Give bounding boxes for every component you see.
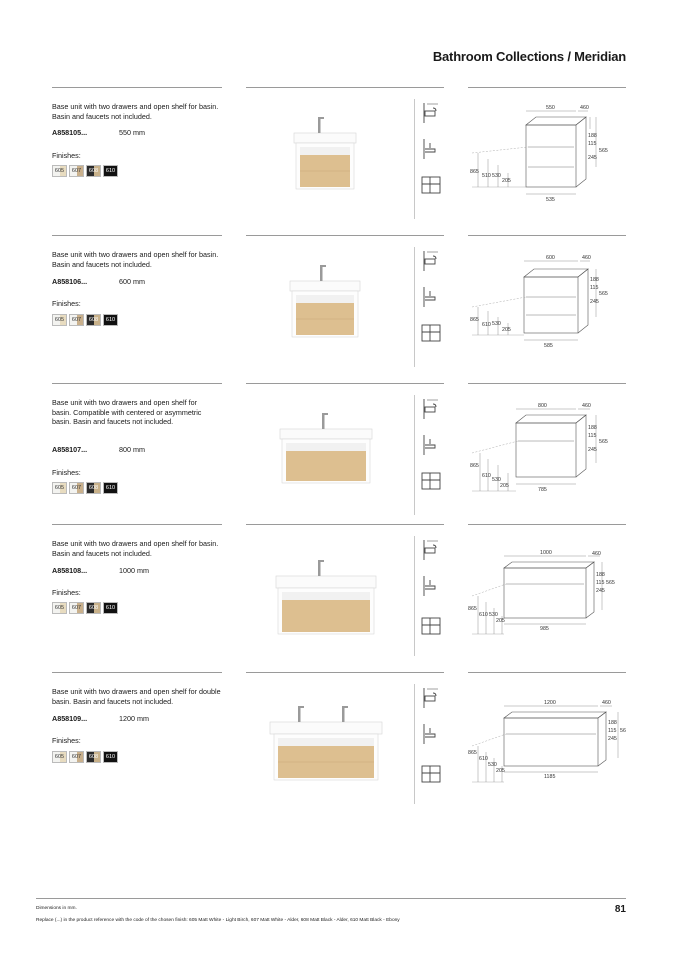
dim-245: 245 (590, 299, 599, 305)
product-photo (246, 247, 406, 365)
installation-icons (414, 536, 445, 656)
dim-width-bottom: 1185 (544, 774, 556, 780)
product-photo (246, 99, 406, 217)
dim-width-bottom: 985 (540, 626, 549, 632)
product-photo (246, 684, 406, 802)
product-reference-row (52, 566, 149, 575)
divider (52, 524, 222, 525)
basin-side-icon (419, 433, 443, 457)
dim-865: 865 (470, 463, 479, 469)
finish-swatch: 610 (103, 751, 118, 763)
product-size: 550 mm (119, 128, 145, 137)
drawer-layout-icon (419, 762, 443, 786)
footer-note-finishes: Replace (...) in the product reference with the code of the chosen finish: 605 Matt White - Light Birch, 607 Matt White - Alder, 608 Matt Black - Alder, 610 Matt Black - Ebony (36, 918, 400, 923)
product-reference-row (52, 277, 145, 286)
finish-swatch: 610 (103, 482, 118, 494)
finish-swatch: 605 (52, 482, 67, 494)
product-reference-row (52, 445, 145, 454)
dim-width-top: 550 (546, 105, 555, 111)
divider (246, 383, 444, 384)
finish-swatch: 608 (86, 602, 101, 614)
finish-swatch: 608 (86, 314, 101, 326)
divider (52, 672, 222, 673)
product-description: Base unit with two drawers and open shelf for basin. Basin and faucets not included. (52, 102, 219, 121)
product-reference: A858109... (52, 714, 88, 723)
dim-245: 245 (588, 447, 597, 453)
divider (52, 87, 222, 88)
dim-width-bottom: 785 (538, 487, 547, 493)
wall-mount-icon (419, 538, 443, 562)
basin-side-icon (419, 137, 443, 161)
dim-610: 610 (479, 756, 488, 762)
dim-530: 530 (492, 477, 501, 483)
product-block (52, 383, 626, 523)
dim-865: 865 (470, 317, 479, 323)
dim-245: 245 (596, 588, 605, 594)
product-reference-row (52, 128, 145, 137)
finish-swatch: 607 (69, 482, 84, 494)
technical-drawing (468, 393, 626, 518)
finish-swatches (52, 314, 118, 326)
dim-188: 188 (596, 572, 605, 578)
dim-865: 865 (468, 750, 477, 756)
divider (468, 524, 626, 525)
dim-depth: 460 (592, 551, 601, 557)
product-block (52, 87, 626, 227)
divider (468, 672, 626, 673)
page-number: 81 (614, 904, 626, 915)
product-reference-row (52, 714, 149, 723)
product-description: Base unit with two drawers and open shelf for basin. Basin and faucets not included. (52, 250, 219, 269)
dim-width-top: 800 (538, 403, 547, 409)
product-reference: A858108... (52, 566, 88, 575)
dim-depth: 460 (580, 105, 589, 111)
dim-530: 530 (492, 321, 501, 327)
wall-mount-icon (419, 249, 443, 273)
dim-205: 205 (502, 327, 511, 333)
dim-565: 565 (599, 439, 608, 445)
divider (246, 87, 444, 88)
divider (246, 235, 444, 236)
divider (246, 524, 444, 525)
basin-side-icon (419, 722, 443, 746)
basin-side-icon (419, 285, 443, 309)
dim-205: 205 (502, 178, 511, 184)
divider (468, 383, 626, 384)
product-block (52, 672, 626, 812)
finish-swatches (52, 751, 118, 763)
product-size: 600 mm (119, 277, 145, 286)
technical-drawing (468, 534, 626, 659)
dim-188: 188 (608, 720, 617, 726)
product-size: 1000 mm (119, 566, 149, 575)
installation-icons (414, 247, 445, 367)
dim-610: 610 (479, 612, 488, 618)
dim-115: 115 (596, 580, 605, 586)
finishes-label: Finishes: (52, 736, 81, 745)
drawer-layout-icon (419, 173, 443, 197)
finish-swatch: 605 (52, 314, 67, 326)
dim-width-top: 1200 (544, 700, 556, 706)
dim-205: 205 (500, 483, 509, 489)
finish-swatches (52, 482, 118, 494)
product-description: Base unit with two drawers and open shelf for basin. Basin and faucets not included. (52, 539, 219, 558)
wall-mount-icon (419, 686, 443, 710)
divider (52, 235, 222, 236)
finish-swatches (52, 165, 118, 177)
dim-205: 205 (496, 768, 505, 774)
dim-188: 188 (590, 277, 599, 283)
finish-swatch: 610 (103, 165, 118, 177)
product-photo (246, 536, 406, 654)
technical-drawing (468, 97, 626, 222)
product-size: 1200 mm (119, 714, 149, 723)
footer-note-dimensions: Dimensions in mm. (36, 906, 77, 911)
dim-width-bottom: 535 (546, 197, 555, 203)
product-description: Base unit with two drawers and open shelf for basin. Compatible with centered or asymmetric basin. Basin and faucets not included. (52, 398, 202, 427)
dim-188: 188 (588, 425, 597, 431)
drawer-layout-icon (419, 321, 443, 345)
finishes-label: Finishes: (52, 299, 81, 308)
finish-swatch: 608 (86, 751, 101, 763)
technical-drawing (468, 245, 626, 370)
product-block (52, 235, 626, 375)
dim-530: 530 (488, 762, 497, 768)
finishes-label: Finishes: (52, 588, 81, 597)
wall-mount-icon (419, 397, 443, 421)
finish-swatches (52, 602, 118, 614)
dim-565: 565 (606, 580, 615, 586)
technical-drawing (468, 682, 626, 807)
finishes-label: Finishes: (52, 468, 81, 477)
dim-depth: 460 (582, 403, 591, 409)
divider (52, 383, 222, 384)
finish-swatch: 605 (52, 602, 67, 614)
dim-188: 188 (588, 133, 597, 139)
dim-610: 610 (482, 473, 491, 479)
finish-swatch: 610 (103, 602, 118, 614)
product-size: 800 mm (119, 445, 145, 454)
dim-115: 115 (608, 728, 617, 734)
dim-865: 865 (470, 169, 479, 175)
finish-swatch: 610 (103, 314, 118, 326)
dim-245: 245 (588, 155, 597, 161)
finish-swatch: 608 (86, 482, 101, 494)
product-photo (246, 395, 406, 513)
dim-115: 115 (588, 141, 597, 147)
finish-swatch: 605 (52, 751, 67, 763)
divider (468, 235, 626, 236)
dim-610: 510 (482, 173, 491, 179)
dim-530: 530 (489, 612, 498, 618)
finish-swatch: 607 (69, 602, 84, 614)
installation-icons (414, 99, 445, 219)
page-title: Bathroom Collections / Meridian (432, 49, 626, 64)
divider (246, 672, 444, 673)
finish-swatch: 608 (86, 165, 101, 177)
product-block (52, 524, 626, 664)
finish-swatch: 607 (69, 751, 84, 763)
divider (468, 87, 626, 88)
drawer-layout-icon (419, 614, 443, 638)
dim-depth: 460 (602, 700, 611, 706)
dim-205: 205 (496, 618, 505, 624)
installation-icons (414, 395, 445, 515)
product-reference: A858106... (52, 277, 88, 286)
dim-depth: 460 (582, 255, 591, 261)
dim-115: 115 (588, 433, 597, 439)
product-description: Base unit with two drawers and open shelf for double basin. Basin and faucets not included. (52, 687, 221, 706)
wall-mount-icon (419, 101, 443, 125)
dim-565: 565 (599, 291, 608, 297)
dim-610: 610 (482, 322, 491, 328)
dim-width-top: 1000 (540, 550, 552, 556)
basin-side-icon (419, 574, 443, 598)
dim-530: 530 (492, 173, 501, 179)
dim-245: 245 (608, 736, 617, 742)
finish-swatch: 605 (52, 165, 67, 177)
dim-115: 115 (590, 285, 599, 291)
product-reference: A858107... (52, 445, 88, 454)
footer-divider (36, 898, 626, 899)
dim-width-bottom: 585 (544, 343, 553, 349)
dim-565: 56 (620, 728, 626, 734)
drawer-layout-icon (419, 469, 443, 493)
finish-swatch: 607 (69, 165, 84, 177)
dim-565: 565 (599, 148, 608, 154)
dim-width-top: 600 (546, 255, 555, 261)
dim-865: 865 (468, 606, 477, 612)
finish-swatch: 607 (69, 314, 84, 326)
installation-icons (414, 684, 445, 804)
product-reference: A858105... (52, 128, 88, 137)
finishes-label: Finishes: (52, 151, 81, 160)
